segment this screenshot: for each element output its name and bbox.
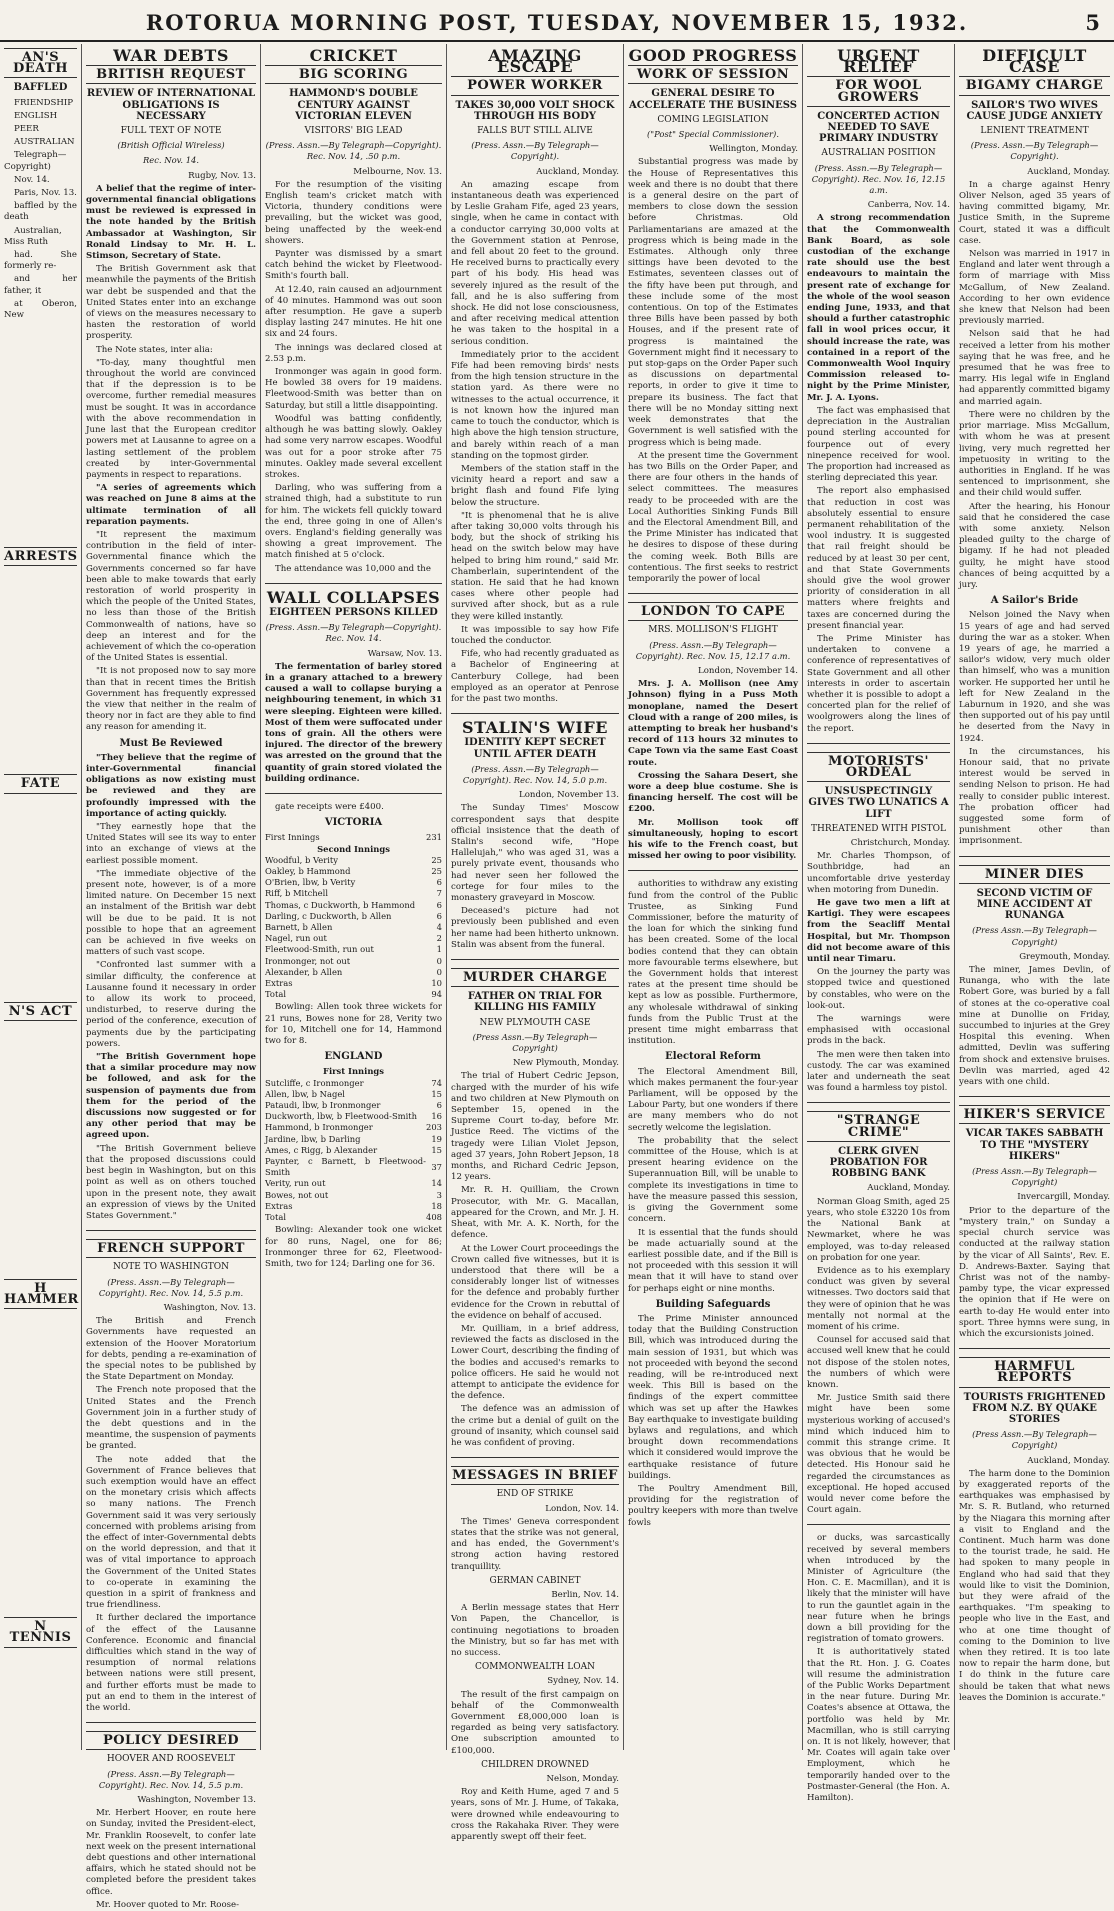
dateline-place: Warsaw, Nov. 13.	[367, 648, 442, 659]
stub-line: ENGLISH	[14, 110, 58, 121]
headline: MOTORISTS' ORDEAL	[807, 752, 950, 782]
bowling-summary: Bowling: Alexander took one wicket for 80 runs, Nagel, one for 86; Ironmonger three for 62, Fleetwood-Smith, two for 124; Darling one for 36.	[265, 1225, 442, 1269]
paragraph: "A series of agreements which was reached on June 8 aims at the ultimate termination of all reparation payments.	[86, 483, 256, 527]
runs: 25	[431, 854, 442, 865]
paragraph: Roy and Keith Hume, aged 7 and 5 years, sons of Mr. J. Hume, of Takaka, were drowned while endeavouring to cross the Rakahaka River. They were apparently swept off their feet.	[451, 1787, 619, 1843]
paragraph: The warnings were emphasised with occasional prods in the back.	[807, 1014, 950, 1047]
lead-paragraph: The fermentation of barley stored in a granary attached to a brewery caused a wall to collapse burying a neighbouring tenement, in which 31 were sleeping. Eighteen were killed. Most of them were suffocated under tons of grain. All the others were injured. The director of the brewery was arrested on the ground that the quantity of grain stored violated the building ordinance.	[265, 661, 442, 784]
subheadline: UNSUSPECTINGLY GIVES TWO LUNATICS A LIFT	[808, 786, 949, 820]
runs: 203	[426, 1122, 442, 1133]
batsman: Bowes, not out	[265, 1189, 329, 1200]
stub-line: AUSTRALIAN	[14, 137, 75, 148]
stub-head-1: AN'S DEATH	[4, 48, 77, 78]
paragraph: Norman Gloag Smith, aged 25 years, who stole £3220 10s from the National Bank at Newmarket, where he was employed, was to-day released on probation for one year.	[807, 1196, 950, 1263]
paragraph: "The British Government hope that a similar procedure may now be followed, and ask for the suspension of payments due from them for the period of the discussions now suggested or for any other period that may be agreed upon.	[86, 1052, 256, 1141]
paragraph: "Confronted last summer with a similar difficulty, the conference at Lausanne found it necessary in order to allow its work to proceed, undisturbed, to reserve during the period of the conference, execution of payments due by the participating powers.	[86, 960, 256, 1049]
paragraph: The defence was an admission of the crime but a denial of guilt on the ground of insanity, which counsel said he was confident of proving.	[451, 1404, 619, 1448]
source: (Press. Assn.—By Telegraph—Copyright). Rec. Nov. 14, 5.5 p.m.	[98, 1768, 244, 1790]
source: (Press Assn.—By Telegraph—Copyright)	[972, 1429, 1097, 1451]
batsman: Ames, c Rigg, b Alexander	[265, 1144, 378, 1155]
paragraph: On the journey the party was stopped twice and questioned by constables, who were on the look-out.	[807, 967, 950, 1011]
paragraph: The fact was emphasised that depreciation in the Australian pound sterling accounted for fourpence out of every ninepence received for wool. The proportion had increased as sterling depreciated this year.	[807, 405, 950, 484]
column-difficult-case	[955, 44, 1114, 1750]
paragraph: Nelson was married in 1917 in England and later went through a form of marriage with Miss McGallum, of New Zealand. According to her own evidence she knew that Nelson had been previously married.	[959, 249, 1110, 327]
innings-total: 94	[431, 989, 442, 1000]
paragraph: Prior to the departure of the "mystery train," on Sunday a special church service was conducted at the railway station by the vicar of All Saints', Rev. E. D. Andrews-Baxter. Saying that Christ was not of the namby-pamby type, the vicar expressed the opinion that if He were on earth to-day He would enter into sport. Three hymns were sung, in which the excursionists joined.	[959, 1205, 1110, 1339]
crosshead: Electoral Reform	[665, 1051, 761, 1063]
subheadline: BRITISH REQUEST	[86, 65, 256, 84]
dateline-place: Rugby, Nov. 13.	[188, 170, 256, 181]
batsman: Extras	[265, 1200, 293, 1211]
paragraph: Mr. Hoover quoted to Mr. Roose-	[96, 1899, 240, 1910]
batsman: Allen, lbw, b Nagel	[265, 1088, 345, 1099]
batsman: Nagel, run out	[265, 933, 327, 944]
lead-paragraph: A strong recommendation that the Commonwealth Bank Board, as sole custodian of the exchange rate should use the best endeavours to maintain the present rate of exchange for the whole of the wool season ending June, 1933, and that should a further catastrophic fall in wool prices occur, it should increase the rate, was contained in a report of the Commonwealth Wool Inquiry Commission released to-night by the Prime Minister, Mr. J. A. Lyons.	[807, 213, 950, 403]
dateline-place: Auckland, Monday.	[867, 1183, 950, 1194]
paragraph: The Electoral Amendment Bill, which makes permanent the four-year Parliament, will be opposed by the Labour Party, but one wonders if there are many members who do not secretly welcome the legislation.	[628, 1066, 798, 1133]
runs: 6	[436, 877, 442, 888]
stub-line: Paris, Nov. 13.	[14, 188, 77, 199]
batsman: Ironmonger, not out	[265, 955, 351, 966]
subheadline: WORK OF SESSION	[628, 65, 798, 84]
note: VISITORS' BIG LEAD	[304, 126, 403, 137]
deck: HAMMOND'S DOUBLE CENTURY AGAINST VICTORIAN ELEVEN	[289, 88, 418, 122]
runs: 15	[431, 1144, 442, 1155]
source: (Press. Assn.—By Telegraph—Copyright). Rec. Nov. 16, 12.15 a.m.	[811, 162, 946, 196]
paragraph: Evidence as to his exemplary conduct was given by several witnesses. Two doctors said that they were of opinion that he was mentally not normal at the moment of his crime.	[807, 1265, 950, 1332]
paragraph: A Berlin message states that Herr Von Papen, the Chancellor, is continuing negotiations to broaden the Ministry, but so far has met with no success.	[451, 1603, 619, 1658]
stub-line: and her father, it	[4, 274, 77, 296]
subheadline: SECOND VICTIM OF MINE ACCIDENT AT RUNANGA	[976, 887, 1093, 922]
innings-total: 408	[426, 1212, 442, 1223]
subheadline: MRS. MOLLISON'S FLIGHT	[648, 625, 778, 636]
paragraph: The men were then taken into custody. The car was examined later and underneath the seat was found a harmless toy pistol.	[807, 1049, 950, 1094]
paragraph: Immediately prior to the accident Fife had been removing birds' nests from the high tension structure in the station yard. As there were no witnesses to the actual occurrence, it is not known how the injured man came to touch the conductor, which is high above the high tension structure, and barely within reach of a man standing on the topmost girder.	[451, 349, 619, 461]
dateline-place: Canberra, Nov. 14.	[867, 200, 950, 211]
batsman: Jardine, lbw, b Darling	[265, 1133, 361, 1144]
runs: 15	[431, 1088, 442, 1099]
paragraph: An amazing escape from instantaneous death was experienced by Leslie Graham Fife, aged 23 years, single, when he came in contact with a conductor carrying 30,000 volts at the Government station at Penrose, and fell about 20 feet to the ground. He received burns to practically every part of his body. His head was severely injured as the result of the fall, and he is also suffering from shock. He did not lose consciousness, and after receiving medical attention he was taken to the hospital in a serious condition.	[451, 179, 619, 347]
batsman: Fleetwood-Smith, run out	[265, 944, 374, 955]
stub-line: baffled by the death	[4, 201, 77, 223]
note: AUSTRALIAN POSITION	[821, 148, 936, 159]
note: FALLS BUT STILL ALIVE	[477, 126, 593, 137]
paragraph: or ducks, was sarcastically received by several members when introduced by the Minister of Agriculture (the Hon. C. E. Macmillan), and it is likely that the minister will have to run the gauntlet again in the near future when he brings down a bill providing for the registration of tomato growers.	[807, 1533, 950, 1645]
brief-title: CHILDREN DROWNED	[481, 1759, 589, 1770]
masthead-title: ROTORUA MORNING POST, TUESDAY, NOVEMBER 15, 1932.	[145, 10, 969, 35]
received: Rec. Nov. 14.	[142, 155, 200, 166]
headline: URGENT RELIEF	[837, 46, 920, 77]
paragraph: In a charge against Henry Oliver Nelson, aged 35 years of having committed bigamy, Mr. Justice Smith, in the Supreme Court, stated it was a difficult case.	[959, 179, 1110, 246]
column-war-debts	[82, 44, 261, 1910]
dateline-place: London, November 13.	[519, 790, 619, 801]
paragraph: He gave two men a lift at Kartigi. They were escapees from the Seacliff Mental Hospital, but Mr. Thompson did not become aware of this until near Timaru.	[807, 898, 950, 965]
paragraph: Mr. Charles Thompson, of Southbridge, had an uncomfortable drive yesterday when motoring from Dunedin.	[807, 851, 950, 895]
deck: CONCERTED ACTION NEEDED TO SAVE PRIMARY INDUSTRY	[817, 110, 940, 145]
stub-head-6: H HAMMER	[4, 1279, 77, 1309]
headline: STALIN'S WIFE	[462, 718, 608, 738]
paragraph: The Note states, inter alia:	[96, 344, 213, 355]
source: (Press. Assn.—By Telegraph—Copyright).	[970, 140, 1099, 162]
dateline-place: Christchurch, Monday.	[850, 838, 950, 848]
batsman: Pataudi, lbw, b Ironmonger	[265, 1100, 381, 1111]
headline: MINER DIES	[959, 865, 1110, 884]
paragraph: Mr. Herbert Hoover, en route here on Sunday, invited the President-elect, Mr. Franklin Roosevelt, to confer late next week on the present international debt questions and other international affairs, which he stated should not be completed before the president takes office.	[86, 1808, 256, 1897]
paragraph: The trial of Hubert Cedric Jepson, charged with the murder of his wife and two children at New Plymouth on September 15, opened in the Supreme Court to-day, before Mr. Justice Reed. The victims of the tragedy were Lilian Violet Jepson, aged 37 years, John Robert Jepson, 18 months, and Richard Cedric Jepson, 12 years.	[451, 1071, 619, 1183]
paragraph: The British Government ask that meanwhile the payments of the British war debt be suspended and that the United States enter into an exchange of views on the measures necessary to hasten the restoration of world prosperity.	[86, 264, 256, 342]
source: (Press. Assn.—By Telegraph—Copyright). Rec. Nov. 14, 5.0 p.m.	[462, 763, 608, 785]
paragraph: gate receipts were £400.	[275, 801, 384, 812]
dateline-place: Washington, Nov. 13.	[163, 1302, 256, 1313]
batsman: Sutcliffe, c Ironmonger	[265, 1077, 364, 1088]
paragraph: After the hearing, his Honour said that he considered the case with some anxiety. Nelson pleaded guilty to the charge of bigamy. If he had not pleaded guilty, he might have stood chances of being acquitted by a jury.	[959, 501, 1110, 590]
stub-head-4: FATE	[4, 774, 77, 793]
innings-label: First Innings	[265, 832, 320, 843]
column-cricket	[261, 44, 447, 1750]
paragraph: Mr. Mollison took off simultaneously, hoping to escort his wife to the French coast, but missed her owing to poor visibility.	[628, 817, 798, 862]
crosshead: Must Be Reviewed	[119, 737, 223, 749]
dateline-place: London, November 14.	[698, 665, 798, 676]
stub-head-3: ARRESTS	[4, 547, 77, 566]
page-number: 5	[1085, 10, 1100, 35]
team-name: VICTORIA	[324, 817, 383, 829]
paragraph: The Prime Minister has undertaken to convene a conference of representatives of State Government and all other interests in order to ascertain whether it is possible to adopt a concerted plan for the relief of woolgrowers along the lines of the report.	[807, 633, 950, 734]
subheadline: FATHER ON TRIAL FOR KILLING HIS FAMILY	[467, 991, 603, 1014]
subheadline: POWER WORKER	[451, 76, 619, 95]
paragraph: It further declared the importance of the effect of the Lausanne Conference. Economic and financial difficulties which stand in the way of resumption of normal relations between nations were still present, and further efforts must be made to put an end to them in the interest of the world.	[86, 1613, 256, 1714]
paragraph: The Poultry Amendment Bill, providing for the registration of poultry keepers with more than twelve fowls	[628, 1483, 798, 1528]
source: (British Official Wireless)	[117, 140, 225, 151]
crosshead: Building Safeguards	[655, 1298, 771, 1310]
scorecard-england: First Innings Sutcliffe, c Ironmonger 74 Allen, lbw, b Nagel 15 Pataudi, lbw, b Ironmonger 6 Duckworth, lbw, b Fleetwood-Smith 16 Hammond, b Ironmonger 203 Jardine, lbw, b Darling 19 Ames, c Rigg, b Alexander 15 Paynter, c Barnett, b Fleetwood-Smith 37 Verity, run out 14 Bowes, not out 3 Extras 18 Total 408	[265, 1066, 442, 1223]
batsman: Extras	[265, 978, 293, 989]
deck: REVIEW OF INTERNATIONAL OBLIGATIONS IS NECESSARY	[86, 88, 256, 122]
paragraph: Deceased's picture had not previously been published and even her name had been hitherto unknown. Stalin was absent from the funeral.	[451, 906, 619, 950]
dateline-place: Auckland, Monday.	[536, 166, 619, 177]
batsman: Verity, run out	[265, 1178, 326, 1189]
dateline-place: Melbourne, Nov. 13.	[353, 166, 442, 177]
stub-line: at Oberon, New	[4, 298, 77, 321]
source: (Press. Assn.—By Telegraph—Copyright). Rec. Nov. 15, 12.17 a.m.	[635, 639, 791, 661]
runs: 2	[436, 933, 442, 944]
paragraph: authorities to withdraw any existing fund from the control of the Public Trustee, as Sinking Fund Commissioner, before the maturity of the loan for which the sinking fund has been created. Some of the local bodies contend that they can obtain more favourable terms elsewhere, but the Government holds that interest rates at the present time should be kept as low as possible. Furthermore, any wholesale withdrawal of sinking funds from the Public Trust at the present time might embarrass that institution.	[628, 879, 798, 1047]
team-name: ENGLAND	[324, 1051, 383, 1063]
subheadline: VICAR TAKES SABBATH TO THE "MYSTERY HIKERS"	[965, 1128, 1104, 1162]
source: (Press. Assn.—By Telegraph—Copyright). Rec. Nov. 14.	[265, 622, 442, 644]
paragraph: The report also emphasised that reduction in cost was absolutely essential to ensure permanent rehabilitation of the wool industry. It is suggested that rail freight should be reduced by at least 30 per cent, and that State Governments should give the wool grower priority of consideration in all matters where freights and taxes are concerned during the present financial year.	[807, 486, 950, 631]
headline: MESSAGES IN BRIEF	[451, 1466, 619, 1485]
dateline-place: Auckland, Monday.	[1027, 1455, 1110, 1466]
source: (Press Assn.—By Telegraph—Copyright)	[472, 1031, 598, 1054]
paragraph: Paynter was dismissed by a smart catch behind the wicket by Fleetwood-Smith's fourth ball.	[265, 249, 442, 282]
subheadline: TOURISTS FRIGHTENED FROM N.Z. BY QUAKE STORIES	[963, 1391, 1106, 1425]
paragraph: It is essential that the funds should be made actuarially sound at the earliest possible date, and if the Bill is not proceeded with this session it will mean that it will have to stand over for perhaps eight or nine months.	[628, 1227, 798, 1294]
subheadline: EIGHTEEN PERSONS KILLED	[269, 606, 438, 618]
headline: LONDON TO CAPE	[628, 602, 798, 621]
stub-line: Australian, Miss Ruth	[4, 225, 62, 247]
paragraph: At the present time the Government has two Bills on the Order Paper, and there are four others in the hands of select committees. The measures ready to be proceeded with are the Local Authorities Sinking Funds Bill and the Electoral Amendment Bill, and the Prime Minister has indicated that he desires to dispose of these during the coming week. Both Bills are contentious. The first seeks to restrict temporarily the power of local	[628, 450, 798, 584]
paragraph: Woodful was batting confidently, although he was batting slowly. Oakley had some very narrow escapes. Woodful was out for a poor stroke after 75 minutes. Oakley made several excellent strokes.	[265, 413, 442, 480]
headline: DIFFICULT CASE	[982, 46, 1087, 77]
batsman: Oakley, b Hammond	[265, 866, 351, 876]
runs: 1	[436, 944, 442, 955]
paragraph: The result of the first campaign on behalf of the Commonwealth Government £8,000,000 loan is regarded as being very satisfactory. One subscription amounted to £100,000.	[451, 1689, 619, 1756]
runs: 19	[431, 1133, 442, 1144]
deck: SAILOR'S TWO WIVES CAUSE JUDGE ANXIETY	[966, 99, 1103, 122]
batsman: Riff, b Mitchell	[265, 888, 329, 899]
paragraph: The note added that the Government of France believes that such exemption would have an effect on the monetary crisis which affects so many nations. The French Government said it was very seriously concerned with problems arising from the effect of inter-Governmental debts on the world depression, and that it was of vital importance to approach the Government of the United States to co-operate in examining the question in a spirit of frankness and true friendliness.	[86, 1454, 256, 1611]
source: (Press Assn.—By Telegraph—Copyright)	[972, 925, 1097, 947]
paragraph: The miner, James Devlin, of Runanga, who with the late Robert Gore, was buried by a fall of stones at the co-operative coal mine at Dunollie on Friday, succumbed to injuries at the Grey Hospital this evening. When admitted, Devlin was suffering from shock and extensive bruises. Devlin was married, aged 42 years with one child.	[959, 965, 1110, 1088]
runs: 14	[431, 1178, 442, 1189]
column-stub	[0, 44, 82, 1750]
runs: 6	[436, 899, 442, 910]
paragraph: There were no children by the prior marriage. Miss McGallum, with whom he was at present living, very much regretted her impetuosity in writing to the authorities in England. If he was sentenced to imprisonment, she and their child would suffer.	[959, 409, 1110, 499]
dateline-place: Wellington, Monday.	[709, 144, 798, 155]
dateline-place: Washington, November 13.	[137, 1795, 256, 1806]
batsman: Darling, c Duckworth, b Allen	[265, 910, 392, 921]
note: THREATENED WITH PISTOL	[811, 823, 946, 834]
stub-head-2: BAFFLED	[13, 82, 68, 94]
headline: CRICKET	[309, 46, 398, 65]
source: ("Post" Special Commissioner).	[646, 129, 779, 140]
paragraph: "It is not proposed now to say more than that in recent times the British Government has frequently expressed the view that neither in the realm of theory nor in fact are they able to find any reason for amending it.	[86, 666, 256, 733]
masthead	[0, 0, 1114, 42]
paragraph: Counsel for accused said that accused well knew that he could not dispose of the stolen notes, the numbers of which were known.	[807, 1335, 950, 1390]
paragraph: Darling, who was suffering from a strained thigh, had a substitute to run for him. The wickets fell quickly toward the end, three going in one of Allen's overs. England's fielding generally was showing a great improvement. The match finished at 5 o'clock.	[265, 483, 442, 561]
paragraph: In the circumstances, his Honour said, that no private interest would be served in sending Nelson to prison. He had really to consider public interest. The probation officer had suggested some form of punishment other than imprisonment.	[959, 746, 1110, 847]
innings-label: First Innings	[323, 1066, 384, 1077]
note: LENIENT TREATMENT	[980, 126, 1089, 137]
runs: 6	[436, 910, 442, 921]
stub-line: FRIENDSHIP	[14, 97, 74, 108]
dateline-place: Greymouth, Monday.	[1019, 951, 1110, 962]
paragraph: Nelson said that he had received a letter from his mother saying that he was free, and he presumed that he was free to marry. His legal wife in England had apparently committed bigamy and married again.	[959, 329, 1110, 407]
subheadline: CLERK GIVEN PROBATION FOR ROBBING BANK	[829, 1145, 928, 1180]
dateline-place: Sydney, Nov. 14.	[547, 1676, 619, 1687]
paragraph: "It is phenomenal that he is alive after taking 30,000 volts through his body, but the shock of striking his head on the switch below may have helped to bring him round," said Mr. Chamberlain, superintendent of the station. He said that he had known cases where other people had survived after shock, but as a rule they were killed instantly.	[451, 510, 619, 622]
innings-total: 231	[426, 832, 442, 843]
paragraph: The harm done to the Dominion by exaggerated reports of the earthquakes was emphasised by Mr. S. R. Butland, who returned by the Niagara this morning after a visit to England and the Continent. Much harm was done to the tourist trade, he said. He had spoken to many people in England who had said that they would like to visit the Dominion, but they were afraid of the earthquakes. "I'm speaking to people who live in the East, and who at one time thought of coming to the Dominion to live when they retired. It is too late now to repair the harm done, but I do think in the future care should be taken that what news leaves the Dominion is accurate."	[959, 1468, 1110, 1703]
bowling-summary: Bowling: Allen took three wickets for 21 runs, Bowes none for 28, Verity two for 10, Mitchell one for 14, Hammond two for 8.	[265, 1002, 442, 1047]
runs: 74	[431, 1077, 442, 1088]
paragraph: Nelson joined the Navy when 15 years of age and had served during the war as a stoker. When 19 years of age, he married a sailor's widow, very much older than himself, who was a munition worker. He supported her until he left for New Zealand in the Laburnum in 1920, and she was then supported out of his pay until he deserted from the Navy in 1924.	[959, 610, 1110, 744]
deck: GENERAL DESIRE TO ACCELERATE THE BUSINESS	[628, 88, 798, 111]
runs: 0	[436, 955, 442, 966]
subheadline: FOR WOOL GROWERS	[807, 76, 950, 106]
dateline-place: Nelson, Monday.	[546, 1774, 619, 1785]
batsman: Paynter, c Barnett, b Fleetwood-Smith	[265, 1156, 426, 1178]
lead-paragraph: A belief that the regime of inter-governmental financial obligations must be reviewed is expressed in the note handed by the British Ambassador at Washington, Sir Ronald Lindsay to Mr. H. L. Stimson, Secretary of State.	[86, 183, 256, 262]
dateline-place: Auckland, Monday.	[1027, 166, 1110, 177]
runs: 3	[436, 1189, 442, 1200]
batsman: Thomas, c Duckworth, b Hammond	[265, 899, 416, 910]
paragraph: The innings was declared closed at 2.53 p.m.	[265, 342, 442, 364]
batsman: O'Brien, lbw, b Verity	[265, 877, 356, 888]
column-urgent-relief	[803, 44, 955, 1804]
subheadline: BIG SCORING	[265, 65, 442, 84]
brief-title: GERMAN CABINET	[489, 1575, 581, 1586]
paragraph: Mr. R. H. Quilliam, the Crown Prosecutor, with Mr. G. Macallan, appeared for the Crown, and Mr. J. H. Sheat, with Mr. A. K. North, for the defence.	[451, 1185, 619, 1241]
paragraph: Ironmonger was again in good form. He bowled 38 overs for 19 maidens. Fleetwood-Smith was better than on Saturday, but still a little disappointing.	[265, 367, 442, 411]
stub-line: had. She formerly re-	[4, 250, 77, 272]
paragraph: Substantial progress was made by the House of Representatives this week and there is no doubt that there is a general desire on the part of members to close down the session before Christmas. Old Parliamentarians are amazed at the progress which is being made in the Estimates. Although only three sittings have been devoted to the Estimates, seventeen classes out of the fifty have been put through, and these include some of the most contentious. On top of the Estimates three Bills have been passed by both Houses, and if the present rate of progress is maintained the Government might find it necessary to put stop-gaps on the Order Paper such as discussions on departmental reports, in order to give it time to prepare its business. The fact that there will be no Monday sitting next week demonstrates that the Government is well satisfied with the progress which is being made.	[628, 157, 798, 448]
headline: HIKER'S SERVICE	[959, 1105, 1110, 1124]
headline: POLICY DESIRED	[86, 1731, 256, 1750]
paragraph: "They believe that the regime of inter-Governmental financial obligations as now existing must be reviewed and they are profoundly impressed with the importance of acting quickly.	[86, 752, 256, 819]
paragraph: It is authoritatively stated that the Rt. Hon. J. G. Coates will resume the administration of the Public Works Department in the near future. During Mr. Coates's absence at Ottawa, the portfolio was held by Mr. Macmillan, who is still carrying on. It is not likely, however, that Mr. Coates will again take over Employment, which he temporarily handed over to the Postmaster-General (the Hon. A. Hamilton).	[807, 1647, 950, 1804]
paragraph: "The immediate objective of the present note, however, is of a more limited nature. On December 15 next an instalment of the British war debt will be due to be paid. It is not possible to hope that an agreement can be achieved in five weeks on matters of such vast scope.	[86, 868, 256, 958]
runs: 18	[431, 1200, 442, 1211]
stub-head-5: N'S ACT	[4, 1002, 77, 1021]
paragraph: At the Lower Court proceedings the Crown called five witnesses, but it is understood that there will be a considerably longer list of witnesses for the defence and probably further evidence for the Crown in rebuttal of the evidence on behalf of accused.	[451, 1243, 619, 1321]
headline: "STRANGE CRIME"	[807, 1111, 950, 1141]
batsman: Hammond, b Ironmonger	[265, 1122, 373, 1133]
runs: 25	[431, 866, 442, 876]
runs: 16	[431, 1111, 442, 1122]
paragraph: "It represent the maximum contribution in the field of inter-Governmental finance which the Governments concerned so far have been able to make towards that early restoration of world prosperity in which the people of the United States, no less than those of the British Commonwealth of nations, have so deep an interest and for the achievement of which the co-operation of the United States is essential.	[86, 529, 256, 664]
paragraph: Crossing the Sahara Desert, she wore a deep blue costume. She is financing herself. The cost will be £200.	[628, 770, 798, 815]
headline: AMAZING ESCAPE	[488, 46, 582, 77]
stub-line: Telegraph—Copyright)	[4, 150, 67, 172]
innings-label: Second Innings	[317, 843, 390, 854]
paragraph: For the resumption of the visiting English team's cricket match with Victoria, thundery conditions were prevailing, but the wicket was good, being unaffected by the week-end showers.	[265, 179, 442, 246]
headline: HARMFUL REPORTS	[959, 1357, 1110, 1387]
brief-title: COMMONWEALTH LOAN	[475, 1662, 595, 1673]
batsman: Woodful, b Verity	[265, 854, 339, 865]
column-amazing-escape	[447, 44, 624, 1843]
headline: MURDER CHARGE	[451, 968, 619, 987]
paragraph: The French note proposed that the United States and the French Government join in a further study of the debt questions and in the meantime, the suspension of payments be granted.	[86, 1385, 256, 1452]
dateline-place: New Plymouth, Monday.	[513, 1058, 619, 1069]
paragraph: The attendance was 10,000 and the	[275, 563, 431, 574]
paragraph: "To-day, many thoughtful men throughout the world are convinced that if the depression is to be overcome, further remedial measures must be sought. It was in accordance with the above recommendation in June last that the European creditor powers met at Lausanne to agree on a lasting settlement of the problem created by inter-Governmental payments in respect to reparations.	[86, 357, 256, 480]
paragraph: The Times' Geneva correspondent states that the strike was not general, and has ended, the Government's strong action having restored tranquillity.	[451, 1516, 619, 1572]
paragraph: At 12.40, rain caused an adjournment of 40 minutes. Hammond was out soon after resumption. He gave a superb display lasting 247 minutes. He hit one six and 24 fours.	[265, 284, 442, 340]
paragraph: The Sunday Times' Moscow correspondent says that despite official insistence that the death of Stalin's second wife, "Hope Hallelujah," who was aged 31, was a purely private event, thousands who had never seen her followed the cortege for four miles to the monastery graveyard in Moscow.	[451, 803, 619, 904]
dateline-place: Invercargill, Monday.	[1017, 1192, 1110, 1203]
subheadline: IDENTITY KEPT SECRET UNTIL AFTER DEATH	[464, 737, 606, 760]
scorecard-victoria: First Innings 231 Second Innings Woodful, b Verity 25 Oakley, b Hammond 25 O'Brien, lbw, b Verity 6 Riff, b Mitchell 7 Thomas, c Duckworth, b Hammond 6 Darling, c Duckworth, b Allen 6 Barnett, b Allen 4 Nagel, run out 2 Fleetwood-Smith, run out 1 Ironmonger, not out 0 Alexander, b Allen 0 Extras 10 Total 94	[265, 832, 442, 1000]
headline: WAR DEBTS	[113, 46, 229, 65]
paragraph: Fife, who had recently graduated as a Bachelor of Engineering at Canterbury College, had been employed as an operator at Penrose for the past two months.	[451, 649, 619, 704]
stub-line: Nov. 14.	[14, 174, 50, 185]
paragraph: Mr. Justice Smith said there might have been some mysterious working of accused's mind which induced him to commit this strange crime. It was obvious that he would be detected. His Honour said he regarded the circumstances as exceptional. He hoped accused would never come before the Court again.	[807, 1393, 950, 1516]
runs: 4	[436, 922, 442, 933]
paragraph: The probability that the select committee of the House, which is at present hearing evidence on the Superannuation Bill, will be unable to complete its investigations in time to have the measure passed this session, is giving the Government some concern.	[628, 1135, 798, 1225]
paragraph: Mr. Quilliam, in a brief address, reviewed the facts as disclosed in the Lower Court, describing the finding of the bodies and accused's remarks to police officers. He said he would not attempt to anticipate the evidence for the defence.	[451, 1323, 619, 1402]
source: (Press. Assn.—By Telegraph—Copyright). Rec. Nov. 14, .50 p.m.	[265, 140, 442, 162]
source: (Press Assn.—By Telegraph—Copyright)	[972, 1166, 1097, 1188]
headline: GOOD PROGRESS	[628, 46, 798, 65]
subheadline: BIGAMY CHARGE	[959, 76, 1110, 95]
runs: 37	[431, 1161, 442, 1172]
headline: FRENCH SUPPORT	[86, 1239, 256, 1258]
runs: 10	[431, 978, 442, 989]
batsman: Duckworth, lbw, b Fleetwood-Smith	[265, 1111, 418, 1122]
runs: 7	[436, 888, 442, 899]
paragraph: The British and French Governments have requested an extension of the Hoover Moratorium for debts, pending a re-examination of the special notes to be published by the State Department on Monday.	[86, 1316, 256, 1383]
paragraph: "The British Government believe that the proposed discussions could best begin in Washington, but on this point as well as on others touched upon in the present note, they await an expression of views by the United States Government."	[86, 1143, 256, 1221]
dateline-place: London, Nov. 14.	[545, 1503, 619, 1514]
crosshead: A Sailor's Bride	[990, 595, 1079, 607]
paragraph: Members of the station staff in the vicinity heard a report and saw a bright flash and found Fife lying below the structure.	[451, 463, 619, 508]
batsman: Barnett, b Allen	[265, 922, 333, 933]
source: (Press. Assn.—By Telegraph—Copyright).	[471, 140, 599, 162]
dateline-place: Berlin, Nov. 14.	[551, 1589, 619, 1600]
note: FULL TEXT OF NOTE	[120, 126, 222, 137]
paragraph: The Prime Minister announced today that the Building Construction Bill, which was introduced during the main session of 1931, but which was not proceeded with beyond the second reading, will be re-introduced next week. This Bill is based on the findings of the expert committee which was set up after the Hawkes Bay earthquake to investigate building bylaws and regulations, and which brought down recommendations which it considered would improve the earthquake resistance of future buildings.	[628, 1313, 798, 1481]
stub-head-7: N TENNIS	[4, 1617, 77, 1647]
column-good-progress	[624, 44, 803, 1750]
stub-line: PEER	[14, 124, 39, 135]
lead-paragraph: Mrs. J. A. Mollison (nee Amy Johnson) flying in a Puss Moth monoplane, named the Desert Cloud with a range of 200 miles, is attempting to break her husband's record of 113 hours 32 minutes to Cape Town via the same East Coast route.	[628, 679, 798, 768]
runs: 6	[436, 1100, 442, 1111]
deck: TAKES 30,000 VOLT SHOCK THROUGH HIS BODY	[455, 99, 615, 122]
runs: 0	[436, 966, 442, 977]
source: (Press. Assn.—By Telegraph—Copyright). Rec. Nov. 14, 5.5 p.m.	[98, 1276, 244, 1298]
note: COMING LEGISLATION	[657, 114, 769, 125]
subheadline: NOTE TO WASHINGTON	[112, 1262, 230, 1273]
note: NEW PLYMOUTH CASE	[479, 1017, 591, 1028]
brief-title: END OF STRIKE	[496, 1489, 574, 1500]
headline: WALL COLLAPSES	[266, 587, 441, 607]
batsman: Alexander, b Allen	[265, 966, 343, 977]
paragraph: "They earnestly hope that the United States will see its way to enter into an exchange of views at the earliest possible moment.	[86, 822, 256, 866]
subheadline: HOOVER AND ROOSEVELT	[106, 1754, 236, 1765]
paragraph: It was impossible to say how Fife touched the conductor.	[451, 624, 619, 646]
